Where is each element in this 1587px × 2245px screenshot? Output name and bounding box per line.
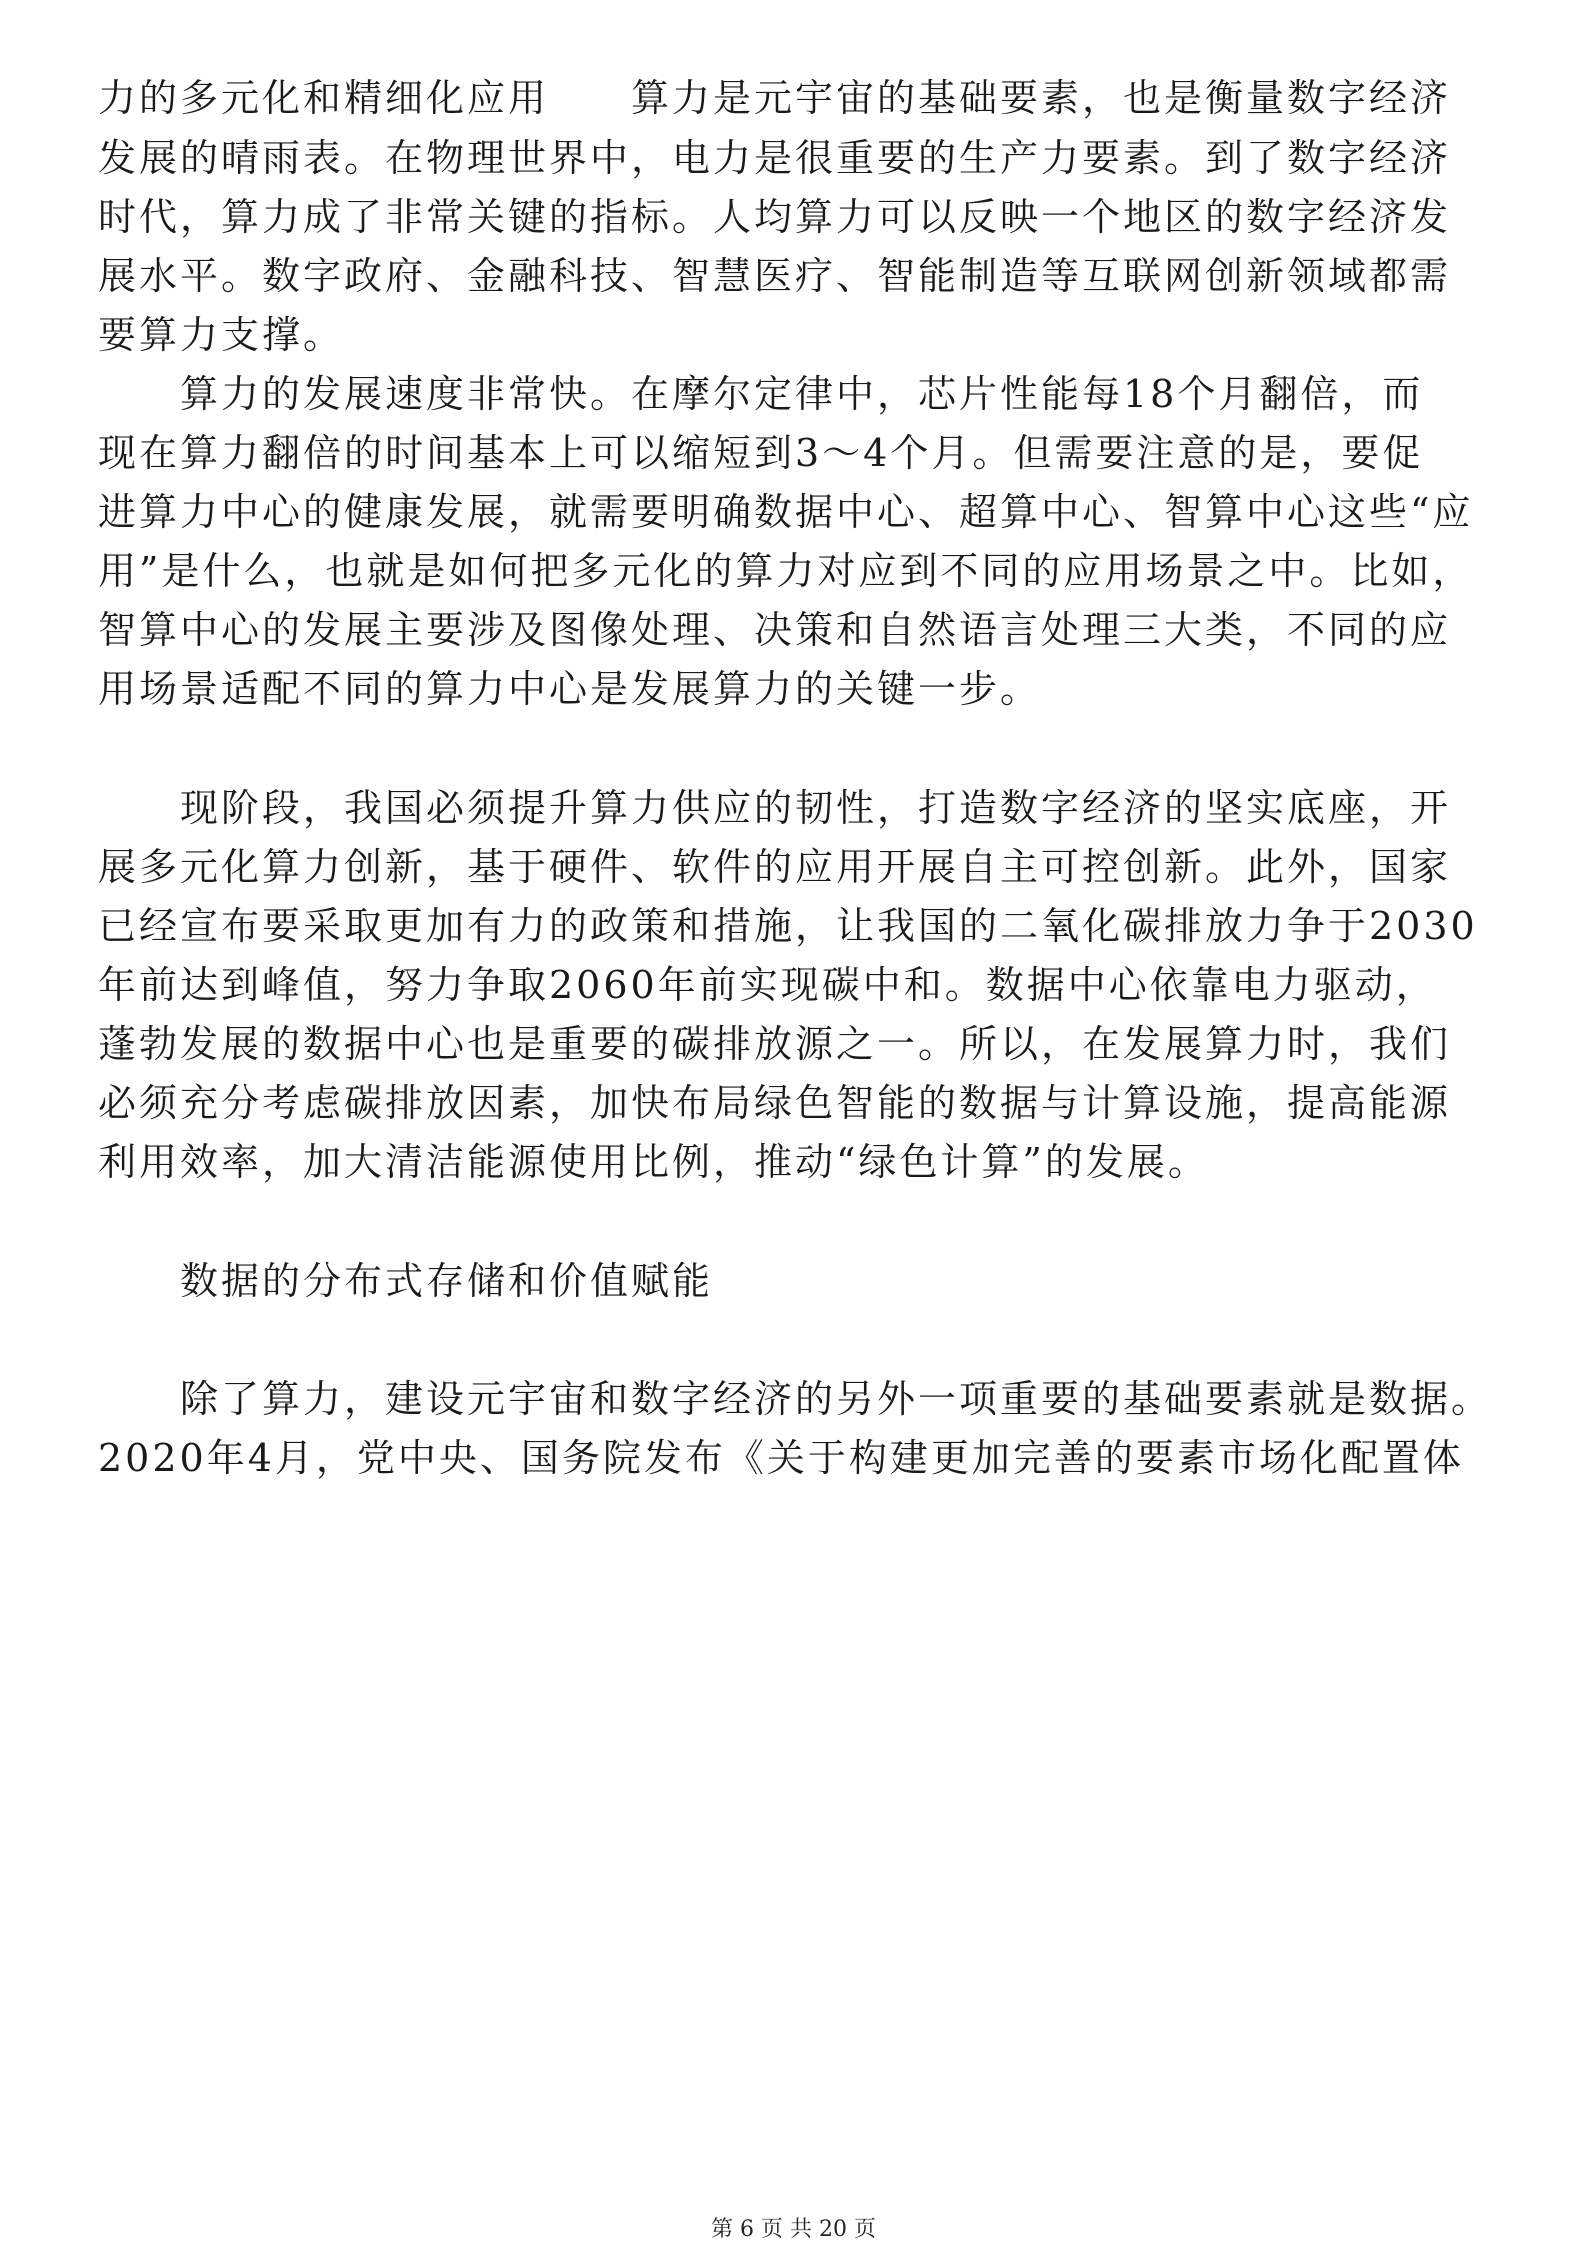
- text-line: 已经宣布要采取更加有力的政策和措施，让我国的二氧化碳排放力争于2030: [98, 904, 1478, 948]
- text-line: 要算力支撑。: [98, 313, 345, 357]
- text-line: 算力的发展速度非常快。在摩尔定律中，芯片性能每18个月翻倍，而: [98, 372, 1424, 416]
- text-line: 除了算力，建设元宇宙和数字经济的另外一项重要的基础要素就是数据。: [98, 1377, 1493, 1421]
- text-line: 用场景适配不同的算力中心是发展算力的关键一步。: [98, 667, 1042, 711]
- text-line: 年前达到峰值，努力争取2060年前实现碳中和。数据中心依靠电力驱动，: [98, 963, 1437, 1007]
- text-line: 力的多元化和精细化应用 算力是元宇宙的基础要素，也是衡量数字经济: [98, 76, 1452, 120]
- text-line: 时代，算力成了非常关键的指标。人均算力可以反映一个地区的数字经济发: [98, 195, 1452, 239]
- page-number-footer: 第 6 页 共 20 页: [711, 2217, 876, 2242]
- text-line: 发展的晴雨表。在物理世界中，电力是很重要的生产力要素。到了数字经济: [98, 136, 1452, 180]
- text-line: 进算力中心的健康发展，就需要明确数据中心、超算中心、智算中心这些“应: [98, 490, 1474, 534]
- section-heading: 数据的分布式存储和价值赋能: [98, 1259, 714, 1303]
- text-line: 智算中心的发展主要涉及图像处理、决策和自然语言处理三大类，不同的应: [98, 608, 1452, 652]
- text-line: 用”是什么，也就是如何把多元化的算力对应到不同的应用场景之中。比如，: [98, 549, 1474, 593]
- text-line: 必须充分考虑碳排放因素，加快布局绿色智能的数据与计算设施，提高能源: [98, 1081, 1452, 1125]
- text-line: 展水平。数字政府、金融科技、智慧医疗、智能制造等互联网创新领域都需: [98, 254, 1452, 298]
- text-line: 利用效率，加大清洁能源使用比例，推动“绿色计算”的发展。: [98, 1140, 1209, 1184]
- text-line: 2020年4月，党中央、国务院发布《关于构建更加完善的要素市场化配置体: [98, 1436, 1464, 1480]
- text-line: 现在算力翻倍的时间基本上可以缩短到3～4个月。但需要注意的是，要促: [98, 431, 1424, 475]
- text-line: 展多元化算力创新，基于硬件、软件的应用开展自主可控创新。此外，国家: [98, 845, 1452, 889]
- text-line: 蓬勃发展的数据中心也是重要的碳排放源之一。所以，在发展算力时，我们: [98, 1022, 1452, 1066]
- text-line: 现阶段，我国必须提升算力供应的韧性，打造数字经济的坚实底座，开: [98, 786, 1452, 830]
